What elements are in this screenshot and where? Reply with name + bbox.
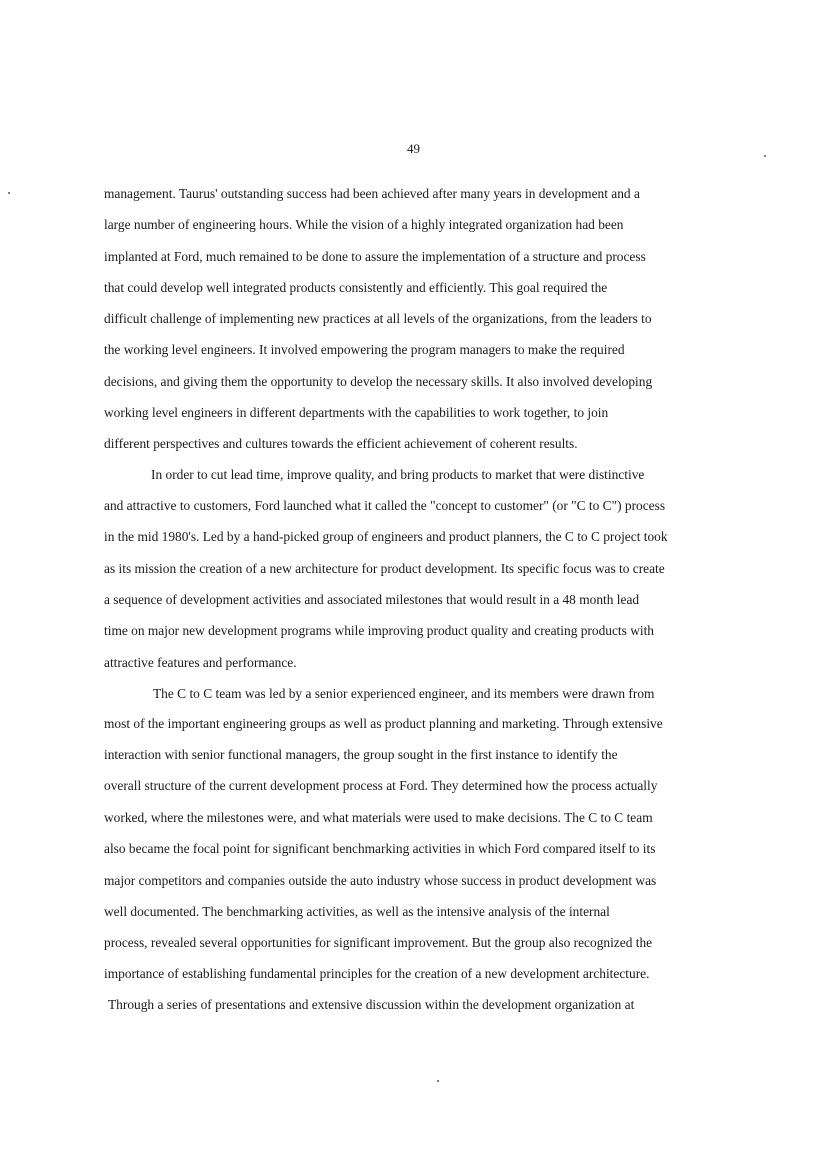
scan-speck	[8, 192, 10, 194]
text-line: attractive features and performance.	[104, 655, 297, 670]
text-line: time on major new development programs while improving product quality and creating products with	[104, 623, 655, 638]
text-line: large number of engineering hours. While the vision of a highly integrated organization had been	[104, 217, 624, 232]
text-line: well documented. The benchmarking activities, as well as the intensive analysis of the internal	[104, 904, 610, 919]
text-line: a sequence of development activities and associated milestones that would result in a 48 month lead	[104, 592, 640, 607]
text-line: also became the focal point for significant benchmarking activities in which Ford compared itself to its	[104, 841, 656, 856]
text-line: most of the important engineering groups as well as product planning and marketing. Through extensive	[104, 716, 663, 731]
text-line: The C to C team was led by a senior experienced engineer, and its members were drawn from	[153, 686, 655, 701]
text-line: different perspectives and cultures towards the efficient achievement of coherent results.	[104, 436, 578, 451]
text-line: importance of establishing fundamental principles for the creation of a new development architecture.	[104, 966, 650, 981]
text-line: management. Taurus' outstanding success had been achieved after many years in development and a	[104, 186, 640, 201]
text-line: major competitors and companies outside the auto industry whose success in product development was	[104, 873, 657, 888]
text-line: overall structure of the current development process at Ford. They determined how the process actually	[104, 778, 658, 793]
scan-speck	[437, 1080, 439, 1082]
text-line: difficult challenge of implementing new practices at all levels of the organizations, from the leaders to	[104, 311, 652, 326]
page-number: 49	[407, 141, 420, 156]
text-line: in the mid 1980's. Led by a hand-picked group of engineers and product planners, the C to C project took	[104, 529, 668, 544]
text-line: as its mission the creation of a new architecture for product development. Its specific focus was to create	[104, 561, 665, 576]
text-line: interaction with senior functional managers, the group sought in the first instance to identify the	[104, 747, 618, 762]
text-line: implanted at Ford, much remained to be done to assure the implementation of a structure and process	[104, 249, 646, 264]
scan-speck	[764, 155, 766, 157]
text-line: working level engineers in different departments with the capabilities to work together, to join	[104, 405, 609, 420]
text-line: that could develop well integrated products consistently and efficiently. This goal required the	[104, 280, 608, 295]
text-line: process, revealed several opportunities for significant improvement. But the group also recognized the	[104, 935, 653, 950]
text-line: and attractive to customers, Ford launched what it called the "concept to customer" (or "C to C") process	[104, 498, 666, 513]
text-line: decisions, and giving them the opportunity to develop the necessary skills. It also involved developing	[104, 374, 653, 389]
text-line: In order to cut lead time, improve quality, and bring products to market that were distinctive	[151, 467, 645, 482]
text-line: worked, where the milestones were, and what materials were used to make decisions. The C to C team	[104, 810, 653, 825]
text-line: the working level engineers. It involved empowering the program managers to make the required	[104, 342, 625, 357]
text-line: Through a series of presentations and extensive discussion within the development organization at	[108, 997, 635, 1012]
